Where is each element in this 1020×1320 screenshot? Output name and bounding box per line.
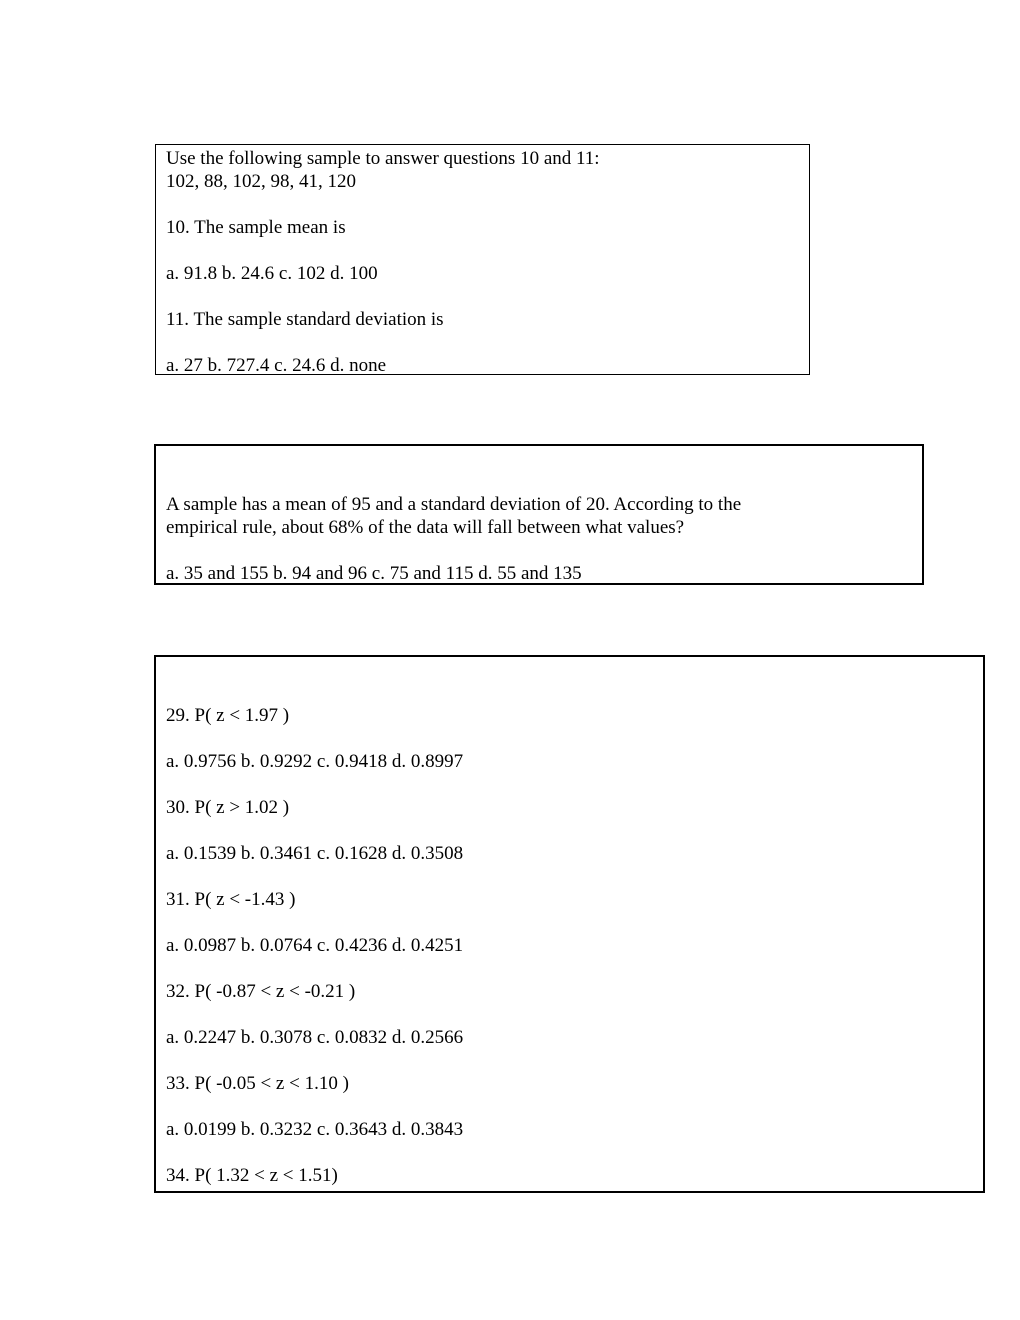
question-30-options: a. 0.1539 b. 0.3461 c. 0.1628 d. 0.3508 [166, 843, 464, 864]
question-31: 31. P( z < -1.43 ) [166, 889, 296, 910]
question-31-options: a. 0.0987 b. 0.0764 c. 0.4236 d. 0.4251 [166, 935, 464, 956]
empirical-question-line-1: A sample has a mean of 95 and a standard deviation of 20. According to the [166, 494, 742, 515]
question-box-10-11 [155, 144, 810, 375]
question-33: 33. P( -0.05 < z < 1.10 ) [166, 1073, 349, 1094]
sample-intro: Use the following sample to answer questions 10 and 11: [166, 148, 600, 169]
sample-values: 102, 88, 102, 98, 41, 120 [166, 171, 356, 192]
empirical-question-line-2: empirical rule, about 68% of the data will fall between what values? [166, 517, 685, 538]
question-34: 34. P( 1.32 < z < 1.51) [166, 1165, 338, 1186]
question-11-options: a. 27 b. 727.4 c. 24.6 d. none [166, 355, 387, 375]
question-10: 10. The sample mean is [166, 217, 346, 238]
question-11: 11. The sample standard deviation is [166, 309, 444, 330]
question-30: 30. P( z > 1.02 ) [166, 797, 290, 818]
question-box-29-34 [154, 655, 985, 1193]
empirical-question-options: a. 35 and 155 b. 94 and 96 c. 75 and 115 d. 55 and 135 [166, 563, 582, 584]
question-29-options: a. 0.9756 b. 0.9292 c. 0.9418 d. 0.8997 [166, 751, 464, 772]
question-32: 32. P( -0.87 < z < -0.21 ) [166, 981, 356, 1002]
question-29: 29. P( z < 1.97 ) [166, 705, 290, 726]
question-box-empirical-rule [154, 444, 924, 585]
question-32-options: a. 0.2247 b. 0.3078 c. 0.0832 d. 0.2566 [166, 1027, 464, 1048]
question-10-options: a. 91.8 b. 24.6 c. 102 d. 100 [166, 263, 378, 284]
question-33-options: a. 0.0199 b. 0.3232 c. 0.3643 d. 0.3843 [166, 1119, 464, 1140]
